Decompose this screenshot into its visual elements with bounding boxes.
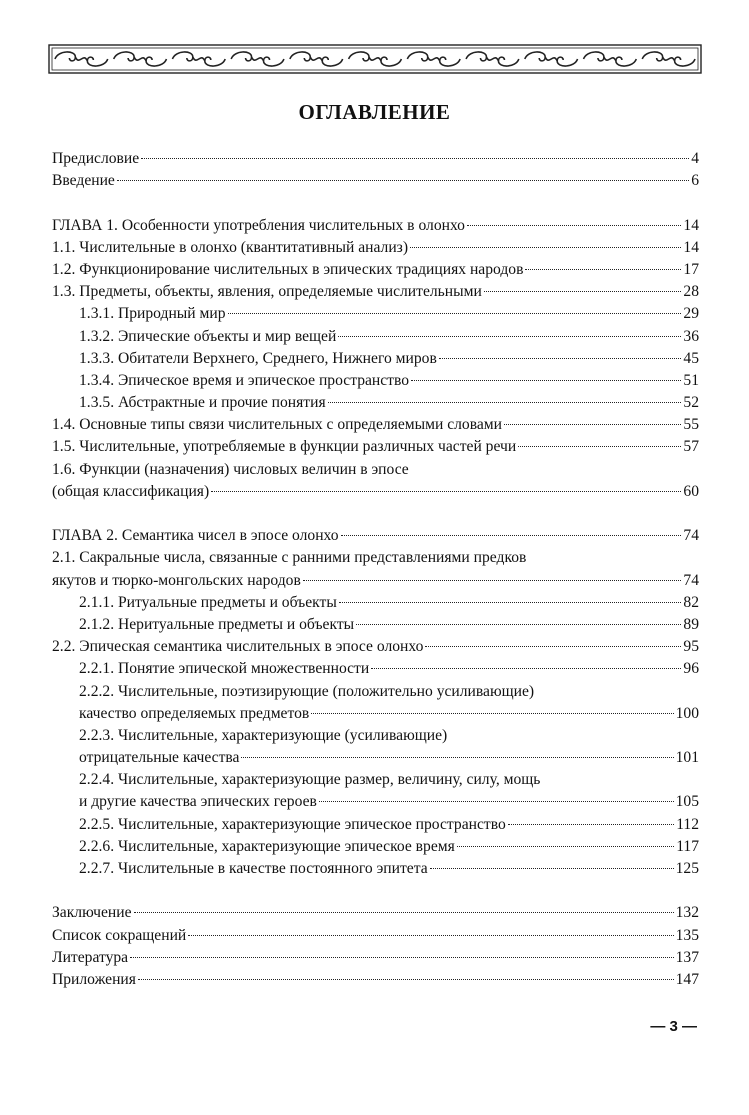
toc-page-number: 28 xyxy=(683,283,699,301)
ornament-spiral-icon xyxy=(55,52,108,66)
toc-entry-label: 2.1.1. Ритуальные предметы и объекты xyxy=(79,593,337,611)
toc-entry[interactable] xyxy=(52,658,699,680)
toc-page-number: 52 xyxy=(683,394,699,412)
toc-entry-label: якутов и тюрко-монгольских народов xyxy=(52,571,301,589)
toc-entry-label: и другие качества эпических героев xyxy=(79,793,317,811)
ornament-spiral-icon xyxy=(231,52,284,66)
toc-entry-label: 2.2.7. Числительные в качестве постоянного эпитета xyxy=(79,860,428,877)
toc-leader-dots xyxy=(338,336,681,337)
ornament-spiral-icon xyxy=(290,52,343,66)
toc-leader-dots xyxy=(341,535,682,536)
ornament-spiral-icon xyxy=(349,52,402,66)
toc-entry[interactable] xyxy=(52,481,699,503)
toc-entry[interactable] xyxy=(52,525,699,547)
toc-entry-label: ГЛАВА 2. Семантика чисел в эпосе олонхо xyxy=(52,527,339,545)
toc-page-number: 17 xyxy=(683,260,699,278)
toc-leader-dots xyxy=(241,757,673,758)
toc-entry[interactable] xyxy=(52,281,699,303)
toc-entry[interactable] xyxy=(52,636,699,658)
table-of-contents xyxy=(52,148,699,991)
ornament-spiral-icon xyxy=(525,52,578,66)
toc-leader-dots xyxy=(439,358,682,359)
toc-leader-dots xyxy=(188,935,673,936)
toc-page-number: 147 xyxy=(675,970,699,988)
toc-entry[interactable] xyxy=(52,747,699,769)
toc-spacer xyxy=(52,503,699,525)
toc-entry[interactable] xyxy=(52,969,699,991)
toc-entry-label: 2.1.2. Неритуальные предметы и объекты xyxy=(79,615,355,633)
toc-page-number: 51 xyxy=(683,371,699,389)
toc-entry-line xyxy=(52,547,699,569)
toc-page-number: 60 xyxy=(683,482,699,500)
toc-leader-dots xyxy=(117,180,689,181)
ornament-spiral-icon xyxy=(172,52,225,66)
toc-entry-label: 2.1. Сакральные числа, связанные с ранними представлениями предков xyxy=(52,549,527,567)
toc-spacer xyxy=(52,880,699,902)
toc-page-number: 14 xyxy=(683,216,699,234)
toc-leader-dots xyxy=(525,269,681,270)
toc-page-number: 96 xyxy=(683,660,699,678)
toc-page-number: 29 xyxy=(683,305,699,323)
toc-entry-label: 2.2.4. Числительные, характеризующие размер, величину, силу, мощь xyxy=(79,771,541,789)
toc-entry-label: 1.6. Функции (назначения) числовых величин в эпосе xyxy=(52,460,409,478)
toc-page-number: 125 xyxy=(675,860,699,877)
toc-entry[interactable] xyxy=(52,414,699,436)
toc-entry-label: 1.3.3. Обитатели Верхнего, Среднего, Нижнего миров xyxy=(79,349,437,367)
toc-entry-line xyxy=(52,459,699,481)
toc-entry-line xyxy=(52,725,699,747)
toc-entry-label: 1.3.5. Абстрактные и прочие понятия xyxy=(79,394,326,412)
toc-leader-dots xyxy=(508,824,674,825)
toc-entry-label: 1.3.2. Эпические объекты и мир вещей xyxy=(79,327,337,345)
toc-page-number: 82 xyxy=(683,593,699,611)
toc-entry-label: Литература xyxy=(52,948,129,966)
toc-entry-label: отрицательные качества xyxy=(79,749,240,767)
toc-leader-dots xyxy=(518,446,681,447)
toc-entry-label: 1.1. Числительные в олонхо (квантитативный анализ) xyxy=(52,238,409,256)
toc-page-number: 101 xyxy=(675,749,699,767)
toc-entry-label: 2.2.2. Числительные, поэтизирующие (положительно усиливающие) xyxy=(79,682,535,700)
toc-entry-label: 2.2.6. Числительные, характеризующие эпическое время xyxy=(79,837,455,855)
toc-leader-dots xyxy=(411,380,681,381)
toc-entry-label: ГЛАВА 1. Особенности употребления числительных в олонхо xyxy=(52,216,465,234)
toc-entry[interactable] xyxy=(52,858,699,880)
toc-entry[interactable] xyxy=(52,902,699,924)
toc-entry[interactable] xyxy=(52,237,699,259)
toc-entry-label: Заключение xyxy=(52,904,132,922)
toc-page-number: 95 xyxy=(683,638,699,656)
toc-leader-dots xyxy=(130,957,674,958)
ornament-spiral-icon xyxy=(642,52,695,66)
toc-entry-label: качество определяемых предметов xyxy=(79,704,310,722)
toc-entry-label: Введение xyxy=(52,172,115,190)
toc-entry[interactable] xyxy=(52,436,699,458)
toc-entry[interactable] xyxy=(52,348,699,370)
toc-page-number: 74 xyxy=(683,527,699,545)
toc-leader-dots xyxy=(457,846,674,847)
toc-page-number: 112 xyxy=(676,815,699,833)
toc-entry[interactable] xyxy=(52,614,699,636)
toc-page-number: 55 xyxy=(683,416,699,434)
toc-entry[interactable] xyxy=(52,326,699,348)
toc-leader-dots xyxy=(484,291,682,292)
toc-entry[interactable] xyxy=(52,259,699,281)
toc-entry-label: 1.5. Числительные, употребляемые в функции различных частей речи xyxy=(52,438,517,456)
toc-page-number: 105 xyxy=(675,793,699,811)
toc-leader-dots xyxy=(339,602,682,603)
toc-entry-label: Приложения xyxy=(52,970,136,988)
toc-page-number: 57 xyxy=(683,438,699,456)
toc-entry[interactable] xyxy=(52,836,699,858)
toc-page-number: 137 xyxy=(675,948,699,966)
toc-page-number: 74 xyxy=(683,571,699,589)
toc-leader-dots xyxy=(425,646,681,647)
toc-leader-dots xyxy=(303,580,682,581)
toc-entry[interactable] xyxy=(52,791,699,813)
toc-entry-label: Предисловие xyxy=(52,150,140,167)
toc-entry-label: 1.4. Основные типы связи числительных с определяемыми словами xyxy=(52,416,502,434)
toc-page-number: 89 xyxy=(683,615,699,633)
toc-entry[interactable] xyxy=(52,392,699,414)
toc-entry-label: 2.2. Эпическая семантика числительных в эпосе олонхо xyxy=(52,638,424,656)
toc-page-number: 14 xyxy=(683,238,699,256)
toc-entry-label: Список сокращений xyxy=(52,926,187,944)
toc-page-number: 6 xyxy=(691,172,699,190)
toc-leader-dots xyxy=(328,402,682,403)
toc-entry[interactable] xyxy=(52,925,699,947)
toc-entry-label: 1.2. Функционирование числительных в эпических традициях народов xyxy=(52,260,524,278)
toc-entry-label: 1.3. Предметы, объекты, явления, определяемые числительными xyxy=(52,283,482,301)
ornament-spiral-icon xyxy=(584,52,637,66)
toc-leader-dots xyxy=(134,912,674,913)
toc-leader-dots xyxy=(319,801,674,802)
toc-entry-line xyxy=(52,681,699,703)
toc-leader-dots xyxy=(228,313,682,314)
toc-leader-dots xyxy=(371,668,681,669)
toc-entry-line xyxy=(52,769,699,791)
toc-entry-label: 2.2.1. Понятие эпической множественности xyxy=(79,660,370,678)
toc-leader-dots xyxy=(138,979,674,980)
toc-leader-dots xyxy=(430,868,674,869)
toc-page-number: 45 xyxy=(683,349,699,367)
toc-leader-dots xyxy=(410,247,681,248)
toc-entry-label: 2.2.3. Числительные, характеризующие (усиливающие) xyxy=(79,726,448,744)
toc-page-number: 135 xyxy=(675,926,699,944)
page-title: ОГЛАВЛЕНИЕ xyxy=(298,100,451,124)
toc-entry-label: 1.3.4. Эпическое время и эпическое пространство xyxy=(79,371,410,389)
toc-leader-dots xyxy=(141,158,689,159)
toc-entry[interactable] xyxy=(52,947,699,969)
ornament-spiral-icon xyxy=(407,52,460,66)
toc-entry[interactable] xyxy=(52,303,699,325)
toc-leader-dots xyxy=(356,624,681,625)
page-number: — 3 — xyxy=(650,1018,697,1035)
toc-page-number: 117 xyxy=(676,837,699,855)
toc-entry[interactable] xyxy=(52,370,699,392)
toc-entry[interactable] xyxy=(52,215,699,237)
ornament-spiral-icon xyxy=(114,52,167,66)
toc-entry[interactable] xyxy=(52,703,699,725)
toc-page-number: 132 xyxy=(675,904,699,922)
toc-entry-label: 2.2.5. Числительные, характеризующие эпическое пространство xyxy=(79,815,506,833)
toc-entry[interactable] xyxy=(52,592,699,614)
toc-entry[interactable] xyxy=(52,148,699,170)
toc-spacer xyxy=(52,192,699,214)
toc-entry-label: 1.3.1. Природный мир xyxy=(79,305,226,323)
toc-leader-dots xyxy=(311,713,673,714)
toc-leader-dots xyxy=(211,491,681,492)
toc-entry-label: (общая классификация) xyxy=(52,482,210,500)
toc-leader-dots xyxy=(467,225,681,226)
toc-page-number: 4 xyxy=(691,150,699,167)
toc-entry[interactable] xyxy=(52,570,699,592)
ornament-spiral-icon xyxy=(466,52,519,66)
toc-leader-dots xyxy=(504,424,681,425)
toc-page-number: 100 xyxy=(675,704,699,722)
ornamental-border-icon xyxy=(48,44,702,74)
toc-page-number: 36 xyxy=(683,327,699,345)
toc-entry[interactable] xyxy=(52,170,699,192)
toc-entry[interactable] xyxy=(52,814,699,836)
